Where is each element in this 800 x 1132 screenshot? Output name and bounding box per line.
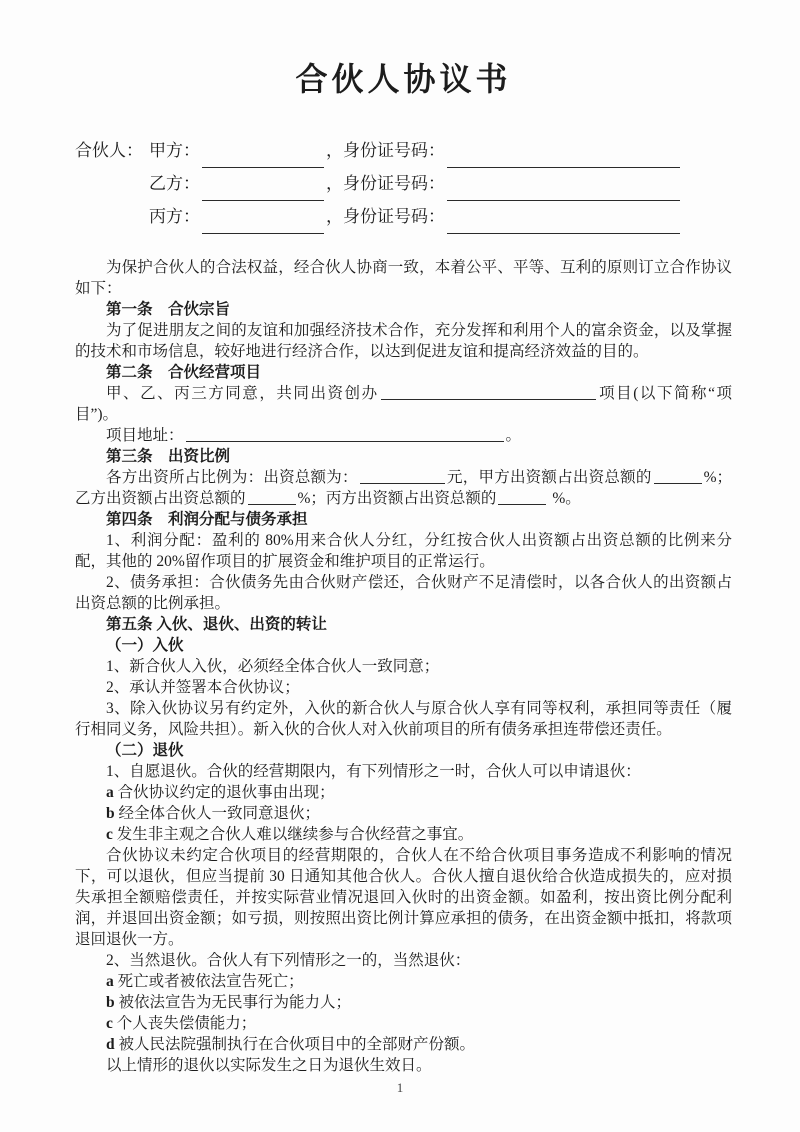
list-letter: c	[106, 826, 113, 843]
paragraph	[75, 1013, 732, 1034]
paragraph-text: 3、除入伙协议另有约定外，入伙的新合伙人与原合伙人享有同等权利，承担同等责任（履行相同义务，风险共担）。新入伙的合伙人对入伙前项目的所有债务承担连带偿还责任。	[75, 700, 732, 738]
paragraph-text: %；丙方出资额占出资总额的	[297, 490, 497, 507]
paragraph	[75, 257, 732, 299]
party-name-blank	[202, 183, 324, 201]
paragraph-text: 发生非主观之合伙人难以继续参与合伙经营之事宜。	[112, 826, 474, 843]
party-id-blank	[447, 150, 680, 168]
paragraph	[75, 782, 732, 803]
party-id-blank	[447, 183, 680, 201]
fill-in-blank	[186, 428, 504, 442]
party-name-label: 甲方：	[149, 141, 200, 160]
paragraph-text: 第三条 出资比例	[106, 448, 231, 465]
paragraph-text: 。	[505, 427, 522, 444]
paragraph	[75, 761, 732, 782]
fill-in-blank	[498, 491, 546, 505]
section-heading	[75, 635, 732, 656]
paragraph-text: 为了促进朋友之间的友谊和加强经济技术合作，充分发挥和利用个人的富余资金，以及掌握的技术和市场信息，较好地进行经济合作，以达到促进友谊和提高经济效益的目的。	[75, 322, 732, 360]
paragraph-text: 第五条 入伙、退伙、出资的转让	[106, 616, 327, 633]
paragraph	[75, 1055, 732, 1076]
party-row	[75, 167, 732, 200]
party-name-blank	[202, 150, 324, 168]
list-letter: a	[106, 784, 114, 801]
paragraph-text: 2、债务承担：合伙债务先由合伙财产偿还，合伙财产不足清偿时，以各合伙人的出资额占出资总额的比例承担。	[75, 574, 732, 612]
list-letter: c	[106, 1015, 113, 1032]
paragraph-text: 第四条 利润分配与债务承担	[106, 511, 308, 528]
section-heading	[75, 299, 732, 320]
paragraph-text: 各方出资所占比例为：出资总额为：	[106, 469, 358, 486]
party-name-label: 乙方：	[149, 174, 200, 193]
paragraph	[75, 824, 732, 845]
party-name-label: 丙方：	[149, 207, 200, 226]
fill-in-blank	[360, 470, 445, 484]
fill-in-blank	[654, 470, 702, 484]
paragraph-text: %；乙方出资额占出资总额的	[75, 469, 732, 507]
paragraph-text: 第一条 合伙宗旨	[106, 301, 231, 318]
paragraph-text: （二）退伙	[106, 742, 184, 759]
paragraph	[75, 572, 732, 614]
paragraph-text: 1、自愿退伙。合伙的经营期限内，有下列情形之一时，合伙人可以申请退伙：	[106, 763, 641, 780]
paragraph	[75, 383, 732, 425]
paragraph-text: 1、新合伙人入伙，必须经全体合伙人一致同意；	[106, 658, 440, 675]
section-heading	[75, 362, 732, 383]
paragraph-text: 经全体合伙人一致同意退伙；	[114, 805, 321, 822]
paragraph	[75, 992, 732, 1013]
paragraph-text: 项目(以下简称“项目”)。	[75, 385, 732, 423]
paragraph	[75, 971, 732, 992]
party-row	[75, 200, 732, 233]
paragraph	[75, 467, 732, 509]
paragraph	[75, 950, 732, 971]
party-id-label: ，身份证号码：	[326, 141, 445, 160]
paragraph-text: 个人丧失偿债能力；	[112, 1015, 257, 1032]
party-id-label: ，身份证号码：	[326, 207, 445, 226]
paragraph	[75, 425, 732, 446]
section-heading	[75, 614, 732, 635]
section-heading	[75, 446, 732, 467]
paragraph-text: 以上情形的退伙以实际发生之日为退伙生效日。	[106, 1057, 432, 1074]
parties-block	[75, 134, 732, 233]
paragraph	[75, 530, 732, 572]
paragraph	[75, 803, 732, 824]
paragraph-text: 元，甲方出资额占出资总额的	[446, 469, 652, 486]
paragraph-text: 合伙协议未约定合伙项目的经营期限的，合伙人在不给合伙项目事务造成不利影响的情况下，可以退伙，但应当提前 30 日通知其他合伙人。合伙人擅自退伙给合伙造成损失的，应对损失承担全额赔偿责任，并按实际营业情况退回入伙时的出资金额。如盈利，按出资比例分配利润，并退回出资金额；如亏损，则按照出资比例计算应承担的债务，在出资金额中抵扣，将款项退回退伙一方。	[75, 847, 732, 948]
paragraph-text: （一）入伙	[106, 637, 184, 654]
parties-group-label: 合伙人：	[75, 141, 143, 160]
paragraph-text: 被人民法院强制执行在合伙项目中的全部财产份额。	[114, 1036, 476, 1053]
section-heading	[75, 509, 732, 530]
list-letter: b	[106, 805, 115, 822]
page-number: 1	[396, 1080, 404, 1095]
fill-in-blank	[248, 491, 296, 505]
paragraph-text: %。	[548, 490, 581, 507]
paragraph-text: 第二条 合伙经营项目	[106, 364, 262, 381]
paragraph	[75, 1034, 732, 1055]
paragraph	[75, 845, 732, 950]
paragraph-text: 2、承认并签署本合伙协议；	[106, 679, 300, 696]
paragraph	[75, 656, 732, 677]
paragraph-text: 2、当然退伙。合伙人有下列情形之一的，当然退伙：	[106, 952, 471, 969]
party-name-blank	[202, 216, 324, 234]
paragraph	[75, 320, 732, 362]
section-heading	[75, 740, 732, 761]
paragraph-text: 1、利润分配：盈利的 80%用来合伙人分红，分红按合伙人出资额占出资总额的比例来分配，其他的 20%留作项目的扩展资金和维护项目的正常运行。	[75, 532, 732, 570]
party-id-blank	[447, 216, 680, 234]
document-title: 合伙人协议书	[295, 61, 512, 97]
fill-in-blank	[381, 386, 596, 400]
party-id-label: ，身份证号码：	[326, 174, 445, 193]
paragraph	[75, 677, 732, 698]
paragraph-text: 死亡或者被依法宣告死亡；	[113, 973, 304, 990]
paragraph-text: 为保护合伙人的合法权益，经合伙人协商一致，本着公平、平等、互利的原则订立合作协议如下：	[75, 259, 732, 297]
paragraph-text: 项目地址：	[106, 427, 184, 444]
list-letter: a	[106, 973, 114, 990]
paragraph	[75, 698, 732, 740]
list-letter: b	[106, 994, 115, 1011]
document-body	[75, 257, 732, 1076]
paragraph-text: 甲、乙、丙三方同意，共同出资创办	[106, 385, 379, 402]
party-row	[75, 134, 732, 167]
paragraph-text: 被依法宣告为无民事行为能力人；	[114, 994, 352, 1011]
list-letter: d	[106, 1036, 115, 1053]
paragraph-text: 合伙协议约定的退伙事由出现；	[113, 784, 335, 801]
